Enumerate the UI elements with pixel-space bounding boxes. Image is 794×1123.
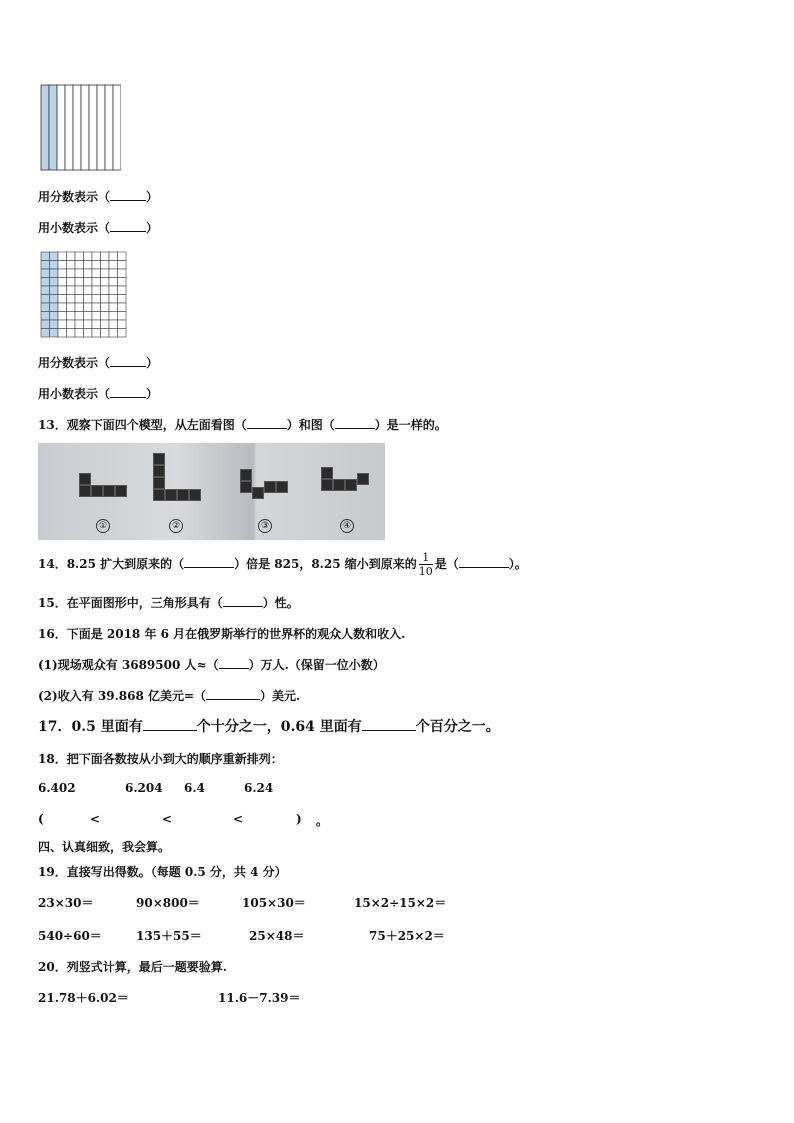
unshaded-cell — [75, 261, 84, 270]
answer-blank[interactable] — [184, 555, 234, 568]
q18-number-3: 6.4 — [184, 781, 205, 795]
unshaded-cell — [92, 295, 101, 304]
unshaded-cell — [84, 295, 93, 304]
unshaded-cell — [84, 320, 93, 329]
answer-blank[interactable] — [110, 219, 146, 232]
answer-blank[interactable] — [206, 687, 260, 700]
unshaded-cell — [58, 278, 67, 287]
unshaded-cell — [92, 303, 101, 312]
shaded-cell — [50, 286, 59, 295]
model-label-4: ④ — [340, 519, 354, 533]
unshaded-cell — [109, 252, 118, 261]
unshaded-cell — [118, 286, 127, 295]
unshaded-cell — [109, 278, 118, 287]
unshaded-cell — [75, 286, 84, 295]
section-4-heading: 四、认真细致，我会算。 — [38, 840, 171, 854]
unshaded-cell — [58, 261, 67, 270]
unshaded-cell — [84, 269, 93, 278]
shaded-cell — [41, 269, 50, 278]
model-label-1: ① — [96, 519, 110, 533]
unshaded-cell — [67, 261, 76, 270]
answer-blank[interactable] — [335, 416, 375, 429]
unshaded-cell — [109, 261, 118, 270]
model-label-2: ② — [169, 519, 183, 533]
unshaded-cell — [101, 295, 110, 304]
q18-close-paren: ) — [296, 812, 302, 826]
q18-less-than-2: < — [162, 812, 173, 826]
unshaded-cell — [75, 278, 84, 287]
unshaded-cell — [58, 303, 67, 312]
unshaded-cell — [118, 278, 127, 287]
unshaded-cell — [118, 252, 127, 261]
unshaded-cell — [67, 312, 76, 321]
vertical-calc-item: 11.6－7.39＝ — [218, 991, 301, 1005]
question-16-part-2: (2)收入有 39.868 亿美元=（ ）美元. — [38, 689, 301, 703]
unshaded-cell — [92, 329, 101, 338]
unshaded-cell — [84, 312, 93, 321]
unshaded-cell — [58, 286, 67, 295]
unshaded-cell — [109, 269, 118, 278]
unshaded-cell — [75, 329, 84, 338]
unshaded-cell — [75, 269, 84, 278]
unshaded-cell — [75, 303, 84, 312]
question-13: 13．观察下面四个模型，从左面看图（ ）和图（ ）是一样的。 — [38, 418, 447, 432]
unshaded-cell — [58, 329, 67, 338]
answer-blank[interactable] — [110, 188, 146, 201]
calc-item: 105×30＝ — [242, 896, 306, 910]
unshaded-cell — [67, 303, 76, 312]
question-15: 15．在平面图形中，三角形具有（ ）性。 — [38, 596, 299, 610]
q18-less-than-3: < — [233, 812, 244, 826]
answer-blank[interactable] — [110, 354, 146, 367]
unshaded-cell — [67, 286, 76, 295]
calc-item: 23×30＝ — [38, 896, 94, 910]
unshaded-column — [73, 85, 81, 170]
unshaded-cell — [67, 269, 76, 278]
question-19-title: 19．直接写出得数。（每题 0.5 分，共 4 分） — [38, 865, 287, 879]
question-16-title: 16．下面是 2018 年 6 月在俄罗斯举行的世界杯的观众人数和收入. — [38, 627, 406, 641]
shaded-cell — [50, 320, 59, 329]
unshaded-cell — [118, 261, 127, 270]
unshaded-cell — [84, 329, 93, 338]
question-17: 17．0.5 里面有 个十分之一，0.64 里面有 个百分之一。 — [38, 719, 500, 735]
unshaded-cell — [75, 312, 84, 321]
unshaded-cell — [84, 286, 93, 295]
calc-item: 25×48＝ — [249, 929, 305, 943]
shaded-cell — [41, 286, 50, 295]
unshaded-cell — [118, 312, 127, 321]
unshaded-column — [81, 85, 89, 170]
shaded-column — [49, 85, 57, 170]
unshaded-cell — [92, 269, 101, 278]
answer-blank[interactable] — [247, 416, 287, 429]
unshaded-cell — [84, 252, 93, 261]
answer-blank[interactable] — [219, 656, 249, 669]
shaded-cell — [50, 261, 59, 270]
unshaded-cell — [101, 286, 110, 295]
unshaded-column — [105, 85, 113, 170]
question-16-part-1: (1)现场观众有 3689500 人≈（ ）万人.（保留一位小数） — [38, 658, 385, 672]
unshaded-cell — [67, 295, 76, 304]
q18-number-4: 6.24 — [244, 781, 274, 795]
calc-item: 75＋25×2＝ — [369, 929, 445, 943]
shaded-column — [41, 85, 49, 170]
unshaded-cell — [101, 320, 110, 329]
unshaded-cell — [58, 295, 67, 304]
unshaded-cell — [101, 278, 110, 287]
unshaded-cell — [92, 252, 101, 261]
unshaded-cell — [84, 303, 93, 312]
vertical-calc-item: 21.78＋6.02＝ — [38, 991, 129, 1005]
q18-number-1: 6.402 — [38, 781, 76, 795]
unshaded-cell — [118, 329, 127, 338]
unshaded-column — [97, 85, 105, 170]
shaded-cell — [50, 329, 59, 338]
unshaded-cell — [101, 303, 110, 312]
decimal-answer-line-1: 用小数表示（ ） — [38, 221, 159, 235]
unshaded-column — [65, 85, 73, 170]
unshaded-cell — [92, 312, 101, 321]
unshaded-cell — [118, 320, 127, 329]
answer-blank[interactable] — [143, 718, 197, 731]
unshaded-cell — [67, 320, 76, 329]
unshaded-cell — [75, 320, 84, 329]
calc-item: 540÷60＝ — [38, 929, 102, 943]
fraction-strip-figure — [40, 84, 121, 171]
unshaded-column — [89, 85, 97, 170]
unshaded-cell — [101, 269, 110, 278]
fraction-answer-line-2: 用分数表示（ ） — [38, 356, 159, 370]
unshaded-cell — [67, 252, 76, 261]
hundred-grid-figure — [40, 251, 127, 338]
unshaded-cell — [118, 295, 127, 304]
decimal-answer-line-2: 用小数表示（ ） — [38, 387, 159, 401]
shaded-cell — [41, 261, 50, 270]
shaded-cell — [50, 295, 59, 304]
unshaded-cell — [58, 252, 67, 261]
question-20-title: 20．列竖式计算，最后一题要验算. — [38, 960, 227, 974]
unshaded-cell — [101, 252, 110, 261]
shaded-cell — [41, 329, 50, 338]
unshaded-cell — [75, 295, 84, 304]
shaded-cell — [41, 252, 50, 261]
unshaded-cell — [109, 329, 118, 338]
unshaded-cell — [92, 286, 101, 295]
shaded-cell — [41, 312, 50, 321]
calc-item: 15×2÷15×2＝ — [354, 896, 447, 910]
shaded-cell — [50, 252, 59, 261]
q18-period: 。 — [316, 814, 329, 828]
unshaded-cell — [75, 252, 84, 261]
unshaded-cell — [92, 261, 101, 270]
answer-blank[interactable] — [110, 385, 146, 398]
unshaded-cell — [109, 286, 118, 295]
unshaded-cell — [109, 303, 118, 312]
q18-open-paren: ( — [38, 812, 44, 826]
unshaded-cell — [118, 303, 127, 312]
question-18-title: 18．把下面各数按从小到大的顺序重新排列： — [38, 752, 283, 766]
shaded-cell — [50, 312, 59, 321]
unshaded-cell — [67, 278, 76, 287]
unshaded-cell — [84, 261, 93, 270]
unshaded-cell — [101, 312, 110, 321]
answer-blank[interactable] — [362, 718, 416, 731]
unshaded-cell — [92, 320, 101, 329]
shaded-cell — [41, 295, 50, 304]
unshaded-cell — [58, 269, 67, 278]
answer-blank[interactable] — [223, 594, 263, 607]
unshaded-column — [113, 85, 121, 170]
unshaded-cell — [92, 278, 101, 287]
unshaded-cell — [101, 261, 110, 270]
shaded-cell — [50, 269, 59, 278]
q18-less-than-1: < — [90, 812, 101, 826]
shaded-cell — [50, 278, 59, 287]
cube-models-photo — [38, 443, 385, 540]
calc-item: 135＋55＝ — [136, 929, 202, 943]
q18-number-2: 6.204 — [125, 781, 163, 795]
unshaded-cell — [109, 320, 118, 329]
unshaded-column — [57, 85, 65, 170]
shaded-cell — [50, 303, 59, 312]
unshaded-cell — [101, 329, 110, 338]
unshaded-cell — [67, 329, 76, 338]
fraction-answer-line-1: 用分数表示（ ） — [38, 190, 159, 204]
shaded-cell — [41, 303, 50, 312]
answer-blank[interactable] — [459, 555, 509, 568]
unshaded-cell — [84, 278, 93, 287]
question-14: 14．8.25 扩大到原来的（ ）倍是 825，8.25 缩小到原来的 $\frac{1}{10}$ 是（ ）。 — [38, 551, 527, 578]
shaded-cell — [41, 278, 50, 287]
unshaded-cell — [58, 320, 67, 329]
calc-item: 90×800＝ — [136, 896, 200, 910]
model-label-3: ③ — [258, 519, 272, 533]
unshaded-cell — [118, 269, 127, 278]
shaded-cell — [41, 320, 50, 329]
fraction-one-tenth: $\frac{1}{10}$ — [418, 551, 433, 578]
unshaded-cell — [58, 312, 67, 321]
unshaded-cell — [109, 295, 118, 304]
unshaded-cell — [109, 312, 118, 321]
